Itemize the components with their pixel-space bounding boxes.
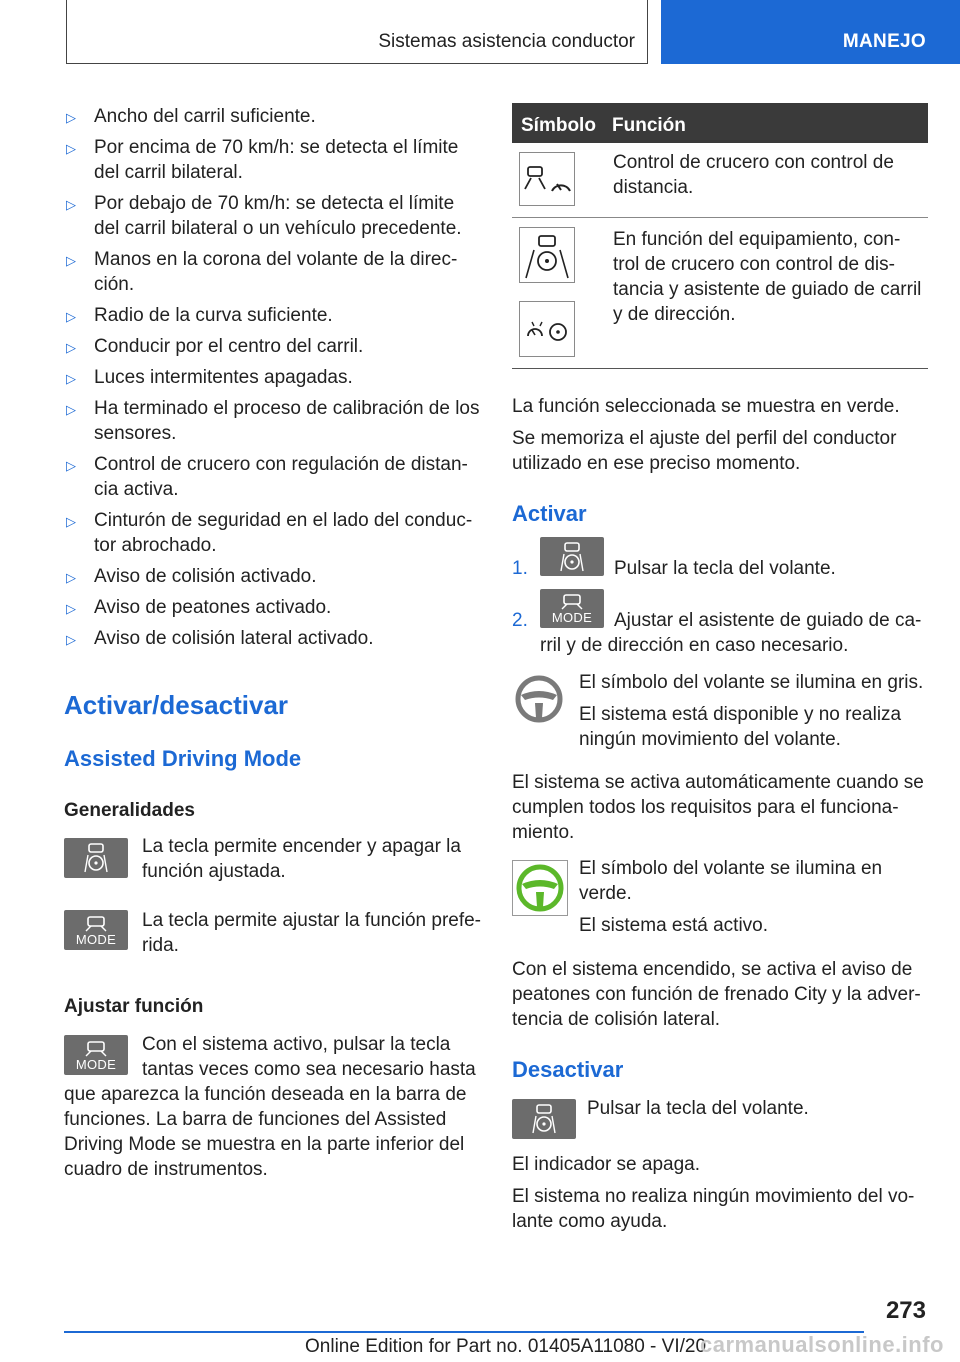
- heading-assisted-driving-mode: Assisted Driving Mode: [64, 746, 302, 771]
- mode-button-icon-3: [540, 589, 604, 628]
- header-chapter-tab[interactable]: [661, 0, 960, 64]
- p-selected-green: La función seleccionada se muestra en verde.: [512, 396, 900, 417]
- steering-wheel-grey-icon: [513, 673, 565, 725]
- header-chapter-title: MANEJO: [842, 31, 926, 52]
- bullet-triangle-icon: ▷: [66, 514, 76, 529]
- list-item-line: del carril bilateral o un vehículo precedente.: [94, 218, 462, 239]
- car-outline-icon: [560, 593, 584, 611]
- footer-edition: Online Edition for Part no. 01405A11080 - VI/20: [305, 1336, 707, 1357]
- list-item: [64, 564, 484, 589]
- list-item-line: Aviso de colisión activado.: [94, 566, 317, 587]
- col-symbol-header: Símbolo: [521, 115, 596, 136]
- bullet-triangle-icon: ▷: [66, 309, 76, 324]
- row2-text: En función del equipamiento, con- trol de crucero con control de dis- tancia y asistente de guiado de carril y de dirección.: [613, 229, 922, 325]
- list-item: [64, 135, 484, 185]
- step2-number: 2.: [512, 610, 528, 631]
- ajustar-text-a: Con el sistema activo, pulsar la tecla tantas veces como sea necesario hasta: [142, 1034, 476, 1080]
- p-profile: Se memoriza el ajuste del perfil del conductor utilizado en ese preciso momento.: [512, 428, 897, 474]
- green-symbol-text: El símbolo del volante se ilumina en verde.: [579, 858, 883, 904]
- list-item: [64, 191, 484, 241]
- list-item: [64, 396, 484, 446]
- list-item-line: Control de crucero con regulación de distan-: [94, 454, 468, 475]
- car-outline-icon: [84, 915, 108, 933]
- heading-activar: Activar: [512, 501, 587, 526]
- list-item-line: Ancho del carril suficiente.: [94, 106, 316, 127]
- assist-wheel-icon: [555, 540, 589, 574]
- list-item-line: Manos en la corona del volante de la direc-: [94, 249, 458, 270]
- heading-ajustar-funcion: Ajustar función: [64, 996, 204, 1017]
- list-item-line: Cinturón de seguridad en el lado del conduc-: [94, 510, 473, 531]
- mode-label: MODE: [75, 1056, 117, 1072]
- list-item: [64, 303, 484, 328]
- list-item: [64, 365, 484, 390]
- car-outline-icon: [84, 1040, 108, 1058]
- list-item: [64, 452, 484, 502]
- steering-button-icon-3: [512, 1099, 576, 1139]
- heading-generalidades: Generalidades: [64, 800, 195, 821]
- list-item-line: Por debajo de 70 km/h: se detecta el límite: [94, 193, 455, 214]
- bullet-triangle-icon: ▷: [66, 371, 76, 386]
- steering-button-icon-2: [540, 537, 604, 576]
- list-item: [64, 508, 484, 558]
- requirements-list: [64, 104, 484, 657]
- green-active-text: El sistema está activo.: [579, 915, 769, 936]
- list-item: [64, 334, 484, 359]
- grey-available-text: El sistema está disponible y no realiza ningún movimiento del volante.: [579, 704, 902, 750]
- gen2-text: La tecla permite ajustar la función prefe- rida.: [142, 910, 482, 956]
- assist-wheel-symbol-icon: [519, 227, 575, 283]
- bullet-triangle-icon: ▷: [66, 253, 76, 268]
- table-divider: [512, 217, 928, 218]
- bullet-triangle-icon: ▷: [66, 197, 76, 212]
- gen1-text: La tecla permite encender y apagar la función ajustada.: [142, 836, 461, 882]
- list-item-line: Luces intermitentes apagadas.: [94, 367, 353, 388]
- steering-button-icon: [64, 838, 128, 878]
- mode-button-icon: [64, 910, 128, 950]
- list-item: [64, 595, 484, 620]
- assist-wheel-icon: [79, 841, 113, 875]
- list-item-line: del carril bilateral.: [94, 162, 243, 183]
- header-section-title: Sistemas asistencia conductor: [378, 31, 635, 52]
- row1-text: Control de crucero con control de distancia.: [613, 152, 894, 198]
- list-item-line: tor abrochado.: [94, 535, 217, 556]
- des2-text: El indicador se apaga.: [512, 1154, 701, 1175]
- header-section-box: [66, 0, 648, 64]
- des3-text: El sistema no realiza ningún movimiento del vo- lante como ayuda.: [512, 1186, 915, 1232]
- bullet-triangle-icon: ▷: [66, 141, 76, 156]
- list-item: [64, 247, 484, 297]
- des1-text: Pulsar la tecla del volante.: [587, 1098, 809, 1119]
- ajustar-text-b: que aparezca la función deseada en la barra de funciones. La barra de funciones del Assisted Driving Mode se muestra en la parte inferior del cuadro de instrumentos.: [64, 1084, 467, 1180]
- bullet-triangle-icon: ▷: [66, 340, 76, 355]
- list-item-line: Conducir por el centro del carril.: [94, 336, 364, 357]
- heading-desactivar: Desactivar: [512, 1057, 624, 1082]
- steering-wheel-green-icon: [512, 860, 568, 916]
- bullet-triangle-icon: ▷: [66, 601, 76, 616]
- bullet-triangle-icon: ▷: [66, 458, 76, 473]
- watermark: carmanualsonline.info: [700, 1332, 944, 1357]
- list-item-line: Aviso de peatones activado.: [94, 597, 332, 618]
- page-number: 273: [885, 1297, 926, 1324]
- list-item-line: cia activa.: [94, 479, 179, 500]
- list-item-line: Ha terminado el proceso de calibración de los: [94, 398, 480, 419]
- bullet-triangle-icon: ▷: [66, 632, 76, 647]
- list-item-line: Por encima de 70 km/h: se detecta el límite: [94, 137, 459, 158]
- mode-button-icon-2: [64, 1035, 128, 1075]
- mode-label: MODE: [75, 931, 117, 947]
- table-bottom-line: [512, 368, 928, 369]
- list-item-line: ción.: [94, 274, 135, 295]
- list-item-line: Aviso de colisión lateral activado.: [94, 628, 374, 649]
- list-item: [64, 626, 484, 651]
- bullet-triangle-icon: ▷: [66, 570, 76, 585]
- heading-activar-desactivar: Activar/desactivar: [64, 690, 289, 720]
- assist-wheel-icon: [527, 1102, 561, 1136]
- mode-label: MODE: [551, 610, 593, 625]
- cruise-distance-icon: [519, 152, 575, 206]
- cruise-wheel-symbol-icon: [519, 301, 575, 357]
- symbol-table-header: [512, 103, 928, 143]
- city-text: Con el sistema encendido, se activa el aviso de peatones con función de frenado City y la adver- tencia de colisión lateral.: [512, 959, 921, 1030]
- auto-activate-text: El sistema se activa automáticamente cuando se cumplen todos los requisitos para el funciona- miento.: [512, 772, 924, 843]
- step1-text: Pulsar la tecla del volante.: [614, 558, 836, 579]
- step2-text-a: Ajustar el asistente de guiado de ca-: [614, 610, 922, 631]
- bullet-triangle-icon: ▷: [66, 402, 76, 417]
- step2-text-b: rril y de dirección en caso necesario.: [540, 635, 849, 656]
- bullet-triangle-icon: ▷: [66, 110, 76, 125]
- list-item-line: sensores.: [94, 423, 177, 444]
- col-function-header: Función: [612, 115, 686, 136]
- list-item-line: Radio de la curva suficiente.: [94, 305, 333, 326]
- grey-symbol-text: El símbolo del volante se ilumina en gris.: [579, 672, 924, 693]
- step1-number: 1.: [512, 558, 528, 579]
- list-item: [64, 104, 484, 129]
